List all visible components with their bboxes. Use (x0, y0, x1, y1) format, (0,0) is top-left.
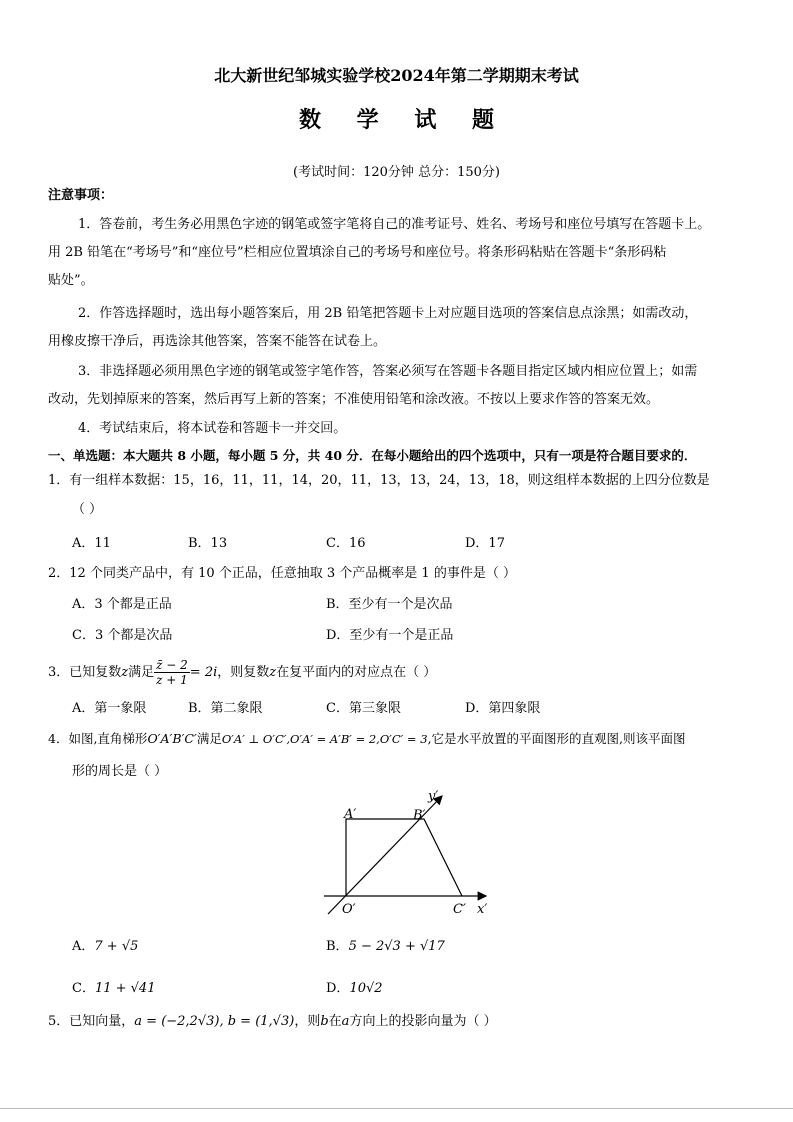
q4-condition: O′A′ ⊥ O′C′,O′A′ = A′B′ = 2,O′C′ = 3 (221, 732, 428, 746)
q4-c-label: C． (72, 981, 95, 996)
notice-item1-line2: 用 2B 铅笔在“考场号”和“座位号”栏相应位置填涂自己的考场号和座位号。将条形码粘贴在答题卡“条形码粘 (48, 245, 667, 260)
q4-option-d (326, 979, 383, 999)
q2-option-a: A．3 个都是正品 (72, 597, 172, 612)
label-x: x′ (477, 902, 488, 917)
label-b: B′ (413, 808, 426, 823)
q3-frac-rhs: = 2i (189, 665, 218, 680)
q4-a-math: 7 + √5 (94, 939, 139, 954)
q3-frac-den: z + 1 (156, 673, 188, 687)
label-y: y′ (428, 789, 439, 804)
q5-va: a (341, 1014, 350, 1029)
q4-stem-line2: 形的周长是（ ） (72, 764, 168, 779)
q5-stem (48, 1012, 497, 1032)
section1-heading: 一、单选题：本大题共 8 小题，每小题 5 分，共 40 分．在每小题给出的四个选项中，只有一项是符合题目要求的． (48, 448, 697, 463)
q4-d-label: D． (326, 981, 350, 996)
q3-frac-num: z̄ − 2 (156, 658, 188, 672)
q4-b-math: 5 − 2√3 + √17 (348, 939, 445, 954)
q5-stem-mid2: 在 (328, 1014, 342, 1029)
q4-stem (48, 729, 686, 749)
notice-item2-line1: 2．作答选择题时，选出每小题答案后，用 2B 铅笔把答题卡上对应题目选项的答案信息点涂黑；如需改动， (78, 306, 698, 321)
q4-d-math: 10√2 (349, 981, 383, 996)
q5-stem-mid: ，则 (294, 1014, 321, 1029)
q1-option-c: C．16 (326, 536, 366, 551)
notice-item1-line3: 贴处”。 (48, 273, 94, 288)
q2-option-c: C．3 个都是次品 (72, 628, 173, 643)
q1-stem: 1．有一组样本数据：15，16，11，11，14，20，11，13，13，24，13，18，则这组样本数据的上四分位数是 (48, 473, 710, 488)
notice-heading: 注意事项： (48, 188, 114, 203)
q5-vectors: a = (−2,2√3), b = (1,√3) (134, 1014, 295, 1029)
subject-title: 数 学 试 题 (299, 107, 508, 133)
q4-option-c (72, 979, 155, 999)
page-bottom-divider (0, 1108, 793, 1109)
q4-option-b (326, 937, 445, 957)
q4-stem-post: ,它是水平放置的平面图形的直观图,则该平面图 (427, 731, 686, 746)
q2-stem: 2．12 个同类产品中，有 10 个正品，任意抽取 3 个产品概率是 1 的事件是（ ） (48, 566, 516, 581)
q1-option-a: A．11 (72, 536, 111, 551)
q2-option-d: D．至少有一个是正品 (326, 628, 454, 643)
q5-stem-post: 方向上的投影向量为（ ） (349, 1014, 497, 1029)
q3-option-d: D．第四象限 (465, 701, 541, 716)
notice-item3-line2: 改动，先划掉原来的答案，然后再写上新的答案；不准使用铅笔和涂改液。不按以上要求作答的答案无效。 (48, 392, 660, 407)
q4-stem-mid: 满足 (196, 731, 222, 746)
q4-c-math: 11 + √41 (94, 981, 156, 996)
notice-item4: 4．考试结束后，将本试卷和答题卡一并交回。 (78, 421, 347, 436)
q3-option-c: C．第三象限 (326, 701, 401, 716)
q4-stem-pre: 4．如图,直角梯形 (48, 731, 148, 746)
q4-a-label: A． (72, 939, 95, 954)
q4-b-label: B． (326, 939, 349, 954)
q3-stem-post1: ，则复数 (217, 665, 270, 680)
notice-item2-line2: 用橡皮擦干净后，再选涂其他答案，答案不能答在试卷上。 (48, 334, 387, 349)
q3-stem (48, 656, 436, 690)
q4-shape: O′A′B′C′ (147, 731, 197, 746)
q3-stem-post2: 在复平面内的对应点在（ ） (276, 665, 437, 680)
q3-var-z2: z (269, 665, 277, 680)
trapezoid (346, 819, 462, 896)
label-c: C′ (453, 902, 466, 917)
notice-item3-line1: 3．非选择题必须用黑色字迹的钢笔或签字笔作答，答案必须写在答题卡各题目指定区域内相应位置上；如需 (78, 364, 698, 379)
notice-item1-line1: 1．答卷前，考生务必用黑色字迹的钢笔或签字笔将自己的准考证号、姓名、考场号和座位号填写在答题卡上。 (78, 217, 711, 232)
q1-option-b: B．13 (188, 536, 228, 551)
label-a: A′ (344, 807, 357, 822)
q3-option-a: A．第一象限 (72, 701, 147, 716)
q3-fraction (154, 658, 190, 687)
q3-var-z: z (121, 665, 129, 680)
q3-stem-mid: 满足 (128, 665, 155, 680)
q4-option-a (72, 937, 138, 957)
q1-paren: （ ） (72, 502, 103, 517)
q1-option-d: D．17 (465, 536, 505, 551)
q2-option-b: B．至少有一个是次品 (326, 597, 453, 612)
q5-vb: b (320, 1014, 329, 1029)
exam-info: (考试时间：120分钟 总分：150分) (293, 165, 500, 180)
q3-option-b: B．第二象限 (188, 701, 263, 716)
q5-stem-pre: 5．已知向量， (48, 1014, 135, 1029)
school-title: 北大新世纪邹城实验学校2024年第二学期期末考试 (214, 66, 579, 85)
q3-stem-pre: 3．已知复数 (48, 665, 122, 680)
label-o: O′ (342, 902, 356, 917)
q4-figure (318, 786, 498, 921)
